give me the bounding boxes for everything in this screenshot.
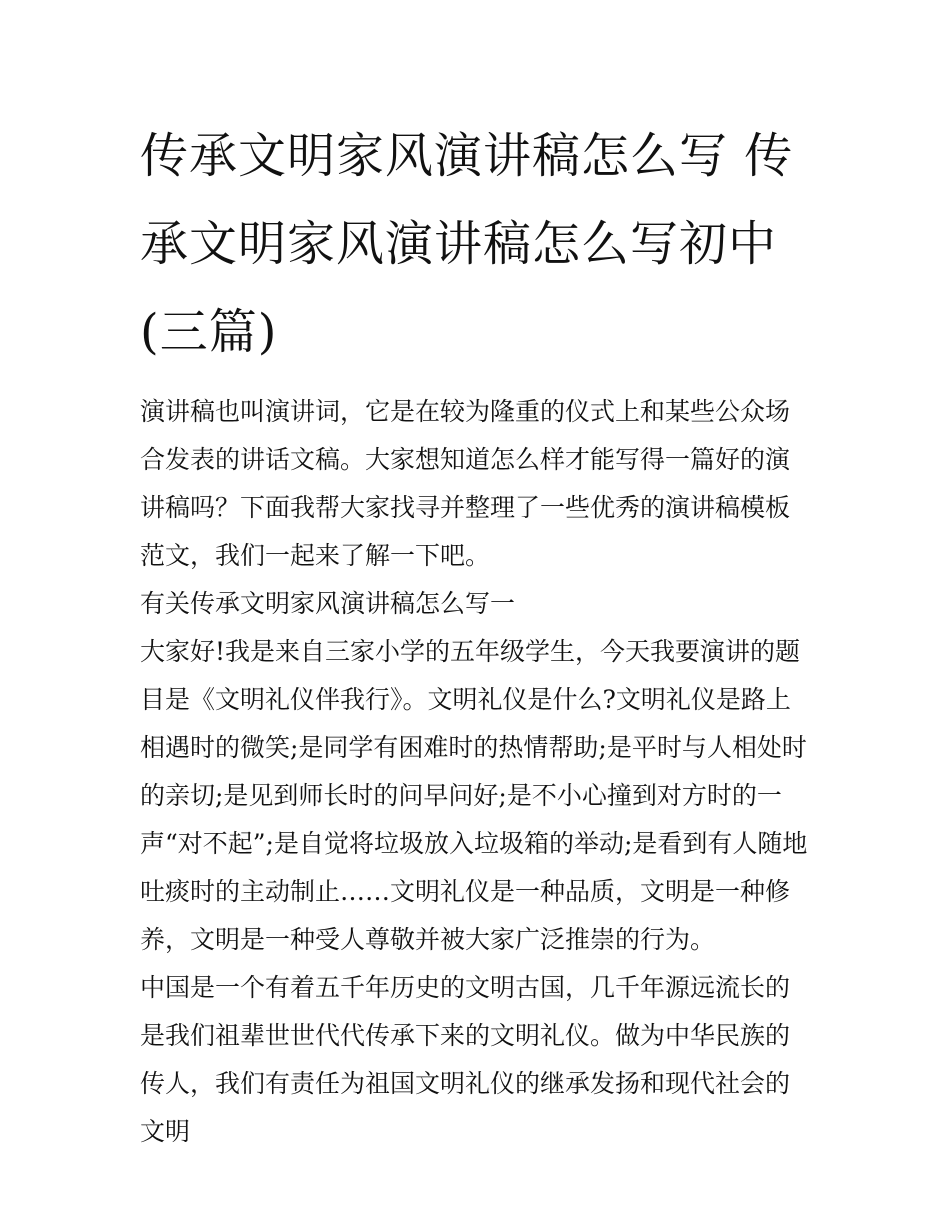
body-paragraph-2: 中国是一个有着五千年历史的文明古国，几千年源远流长的是我们祖辈世世代代传承下来的文明礼仪。做为中华民族的传人，我们有责任为祖国文明礼仪的继承发扬和现代社会的文明 [140, 973, 791, 1146]
body-paragraph-1: 大家好!我是来自三家小学的五年级学生，今天我要演讲的题目是《文明礼仪伴我行》。文明礼仪是什么?文明礼仪是路上相遇时的微笑;是同学有困难时的热情帮助;是平时与人相处时的亲切;是见到师长时的问早问好;是不小心撞到对方时的一声“对不起”;是自觉将垃圾放入垃圾箱的举动;是看到有人随地吐痰时的主动制止……文明礼仪是一种品质，文明是一种修养，文明是一种受人尊敬并被大家广泛推崇的行为。 [140, 637, 808, 954]
document-title: 传承文明家风演讲稿怎么写 传承文明家风演讲稿怎么写初中(三篇) [140, 128, 794, 360]
intro-paragraph: 演讲稿也叫演讲词，它是在较为隆重的仪式上和某些公众场合发表的讲话文稿。大家想知道怎么样才能写得一篇好的演讲稿吗？下面我帮大家找寻并整理了一些优秀的演讲稿模板范文，我们一起来了解一下吧。 [140, 397, 791, 570]
document-page [140, 112, 812, 1156]
section-heading: 有关传承文明家风演讲稿怎么写一 [140, 589, 516, 618]
